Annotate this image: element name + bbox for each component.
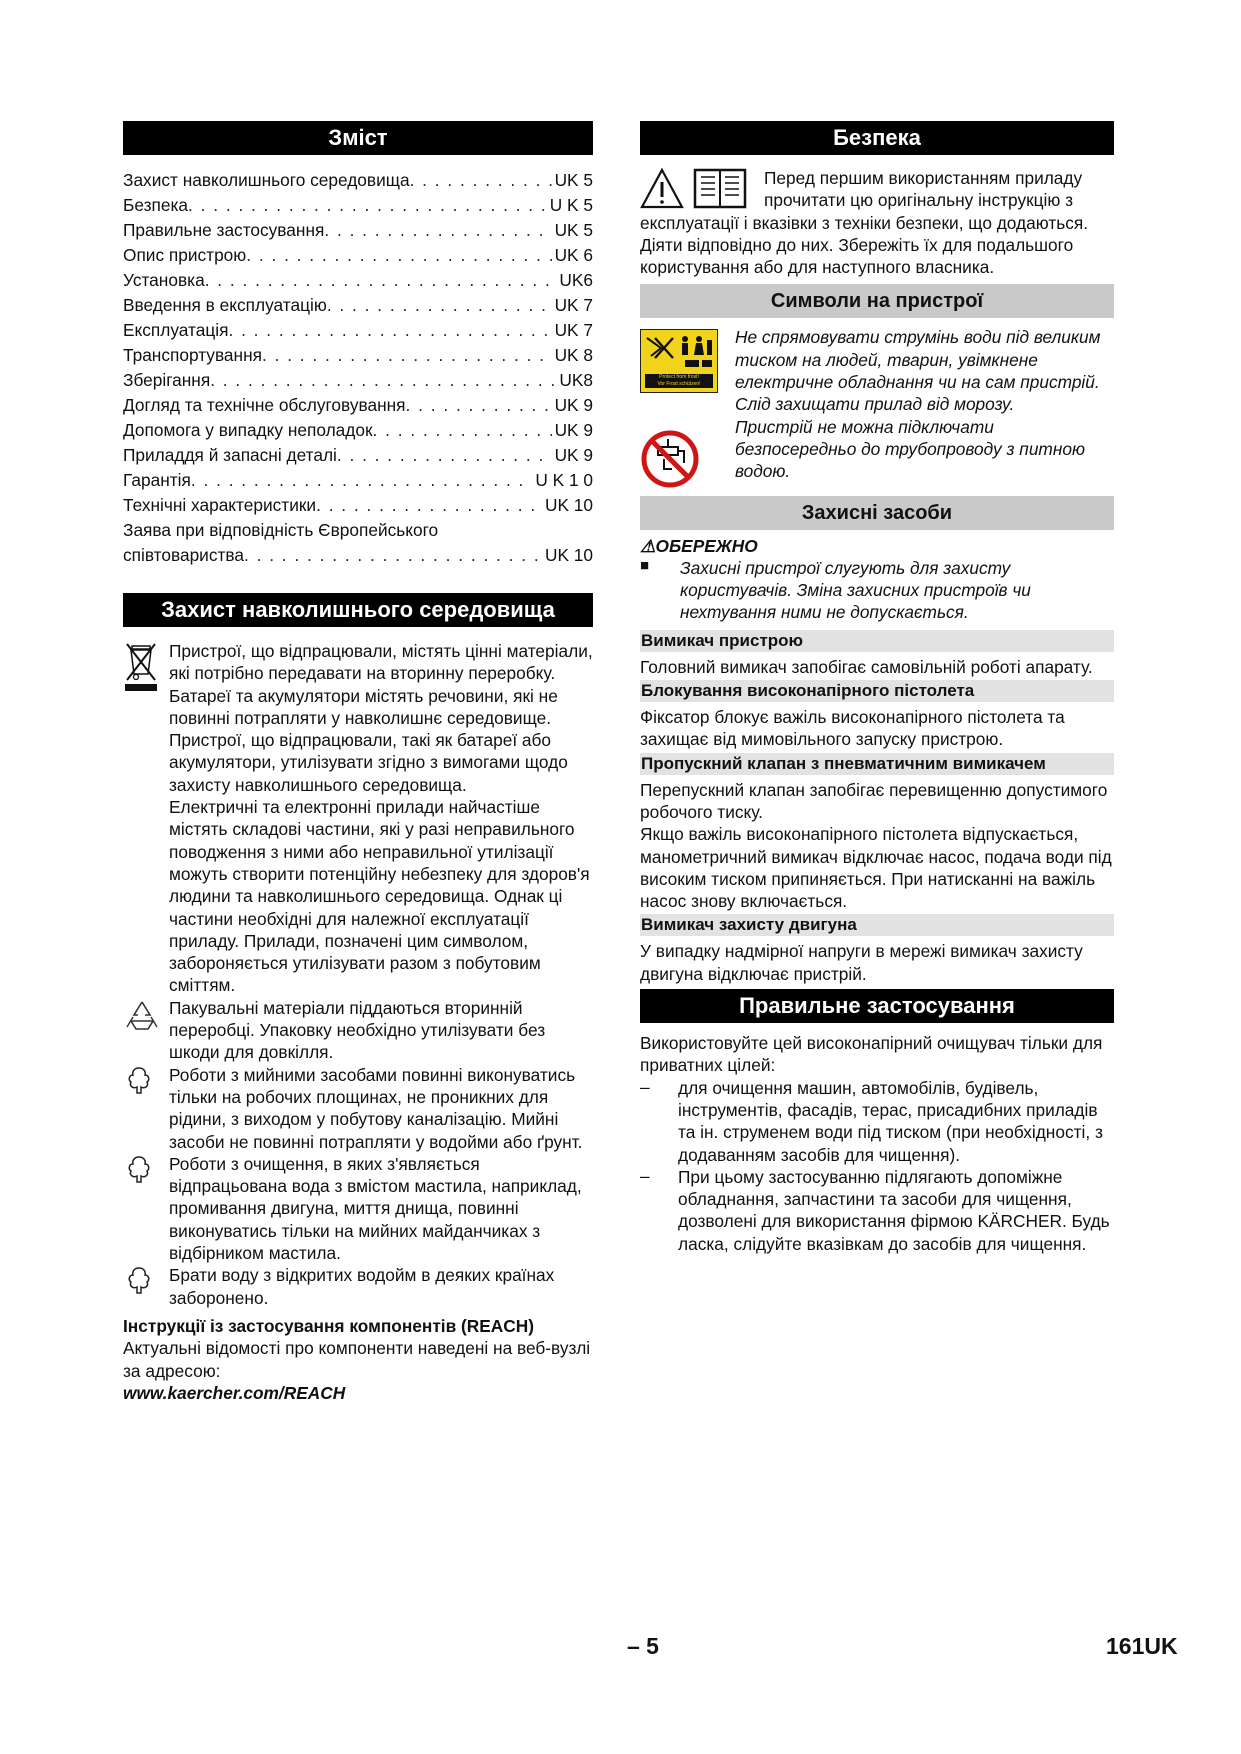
page-number-total: 161UK <box>1106 1633 1178 1659</box>
toc-leader <box>188 193 547 218</box>
left-column <box>123 121 593 1404</box>
toc-entry-page: UK 5 <box>554 220 593 240</box>
toc-entry[interactable] <box>123 468 593 493</box>
toc-entry[interactable] <box>123 243 593 268</box>
table-of-contents <box>123 168 593 568</box>
toc-entry-page: UK 7 <box>554 320 593 340</box>
env-heading: Захист навколишнього середовища <box>123 593 593 627</box>
toc-entry-title: Безпека <box>123 195 189 215</box>
sticker-text-2: Vor Frost schützen! <box>657 381 701 388</box>
motor-protect-text: У випадку надмірної напруги в мережі вимикач захисту двигуна відключає пристрій. <box>640 941 1083 984</box>
toc-entry-title: Захист навколишнього середовища <box>123 170 410 190</box>
toc-entry-title: Технічні характеристики <box>123 495 317 515</box>
usage-item <box>640 1166 1114 1255</box>
sticker-text-1: Protect from frost! <box>659 374 699 381</box>
toc-entry-title: Допомога у випадку неполадок <box>123 420 373 440</box>
safety-intro-text: Перед першим використанням приладу прочитати цю оригінальну інструкцію з експлуатації і вказівки з техніки безпеки, що додаються. Діяти відповідно до них. Збережіть їх для подальшого користування або для наступного власника. <box>640 168 1089 278</box>
toc-leader <box>244 543 542 568</box>
toc-leader <box>327 293 552 318</box>
no-spray-sticker-icon <box>640 329 718 393</box>
motor-protect-heading: Вимикач захисту двигуна <box>640 914 1114 936</box>
toc-entry-page: UK 9 <box>554 420 593 440</box>
valve-heading: Пропускний клапан з пневматичним вимикачем <box>640 753 1114 775</box>
safety-heading: Безпека <box>640 121 1114 155</box>
warning-label: ⚠ОБЕРЕЖНО <box>640 535 758 556</box>
env-oil-block <box>123 1153 593 1264</box>
toc-entry[interactable] <box>123 343 593 368</box>
toc-leader <box>324 218 551 243</box>
warning-small-icon: ⚠ <box>640 535 656 556</box>
toc-entry-page: UK 10 <box>544 545 593 565</box>
toc-entry[interactable] <box>123 493 593 518</box>
toc-entry-title: Транспортування <box>123 345 262 365</box>
toc-entry-title: Введення в експлуатацію <box>123 295 327 315</box>
toc-leader <box>246 243 551 268</box>
warning-item <box>640 557 1114 624</box>
env-text-6: Брати воду з відкритих водойм в деяких країнах заборонено. <box>169 1265 555 1308</box>
gun-lock-text: Фіксатор блокує важіль високонапірного пістолета та захищає від мимовільного запуску пристрою. <box>640 707 1065 750</box>
symbol-text-2: Слід захищати прилад від морозу. <box>735 394 1015 415</box>
toc-heading: Зміст <box>123 121 593 155</box>
toc-leader <box>210 368 556 393</box>
safety-intro-block <box>640 167 1114 278</box>
symbol-text-3: Пристрій не можна підключати безпосередньо до трубопроводу з питною водою. <box>735 416 1085 482</box>
toc-entry-title: Гарантія <box>123 470 191 490</box>
toc-leader <box>410 168 552 193</box>
toc-entry[interactable] <box>123 518 593 568</box>
toc-entry[interactable] <box>123 368 593 393</box>
toc-entry-title: Опис пристрою <box>123 245 247 265</box>
environment-tree-icon <box>123 1153 169 1185</box>
toc-leader <box>316 493 542 518</box>
symbols-heading: Символи на пристрої <box>640 284 1114 318</box>
toc-entry-page: UK8 <box>559 370 593 390</box>
env-packaging-block <box>123 997 593 1064</box>
protect-heading: Захисні засоби <box>640 496 1114 530</box>
env-text-5: Роботи з очищення, в яких з'являється відпрацьована вода з вмістом мастила, наприклад, промивання двигуна, миття днища, повинні виконуватись тільки на мийних майданчиках з відбірником мастила. <box>169 1153 582 1264</box>
toc-entry[interactable] <box>123 418 593 443</box>
toc-entry[interactable] <box>123 168 593 193</box>
toc-entry-page: UK6 <box>559 270 593 290</box>
usage-item <box>640 1077 1114 1166</box>
weee-bin-icon <box>123 640 169 692</box>
toc-entry-page: UK 9 <box>554 395 593 415</box>
toc-leader <box>205 268 557 293</box>
toc-entry-page: UK 9 <box>554 445 593 465</box>
gun-lock-heading: Блокування високонапірного пістолета <box>640 680 1114 702</box>
symbols-block <box>640 326 1114 482</box>
toc-entry-page: UK 8 <box>554 345 593 365</box>
toc-leader <box>262 343 552 368</box>
toc-entry-title: Заява при відповідність Європейського <box>123 520 439 540</box>
symbol-text-1: Не спрямовувати струмінь води під великим тиском на людей, тварин, увімкнене електричне обладнання чи на сам пристрій. <box>735 327 1101 393</box>
toc-list <box>123 168 593 518</box>
env-water-block <box>123 1264 593 1309</box>
env-text-2: Електричні та електронні прилади найчастіше містять складові частини, які у разі неправильного поводження з ними або неправильної утилізації можуть створити потенційну небезпеку для здоров'я людини та навколишнього середовища. Однак ці частини необхідні для належної експлуатації приладу. Прилади, позначені цим символом, забороняється утилізувати разом з побутовим сміттям. <box>169 797 590 996</box>
toc-entry[interactable] <box>123 393 593 418</box>
dash-mark: – <box>640 1076 650 1097</box>
usage-heading: Правильне застосування <box>640 989 1114 1023</box>
toc-entry-page: UK 7 <box>554 295 593 315</box>
toc-entry-page: U K 1 0 <box>535 470 593 490</box>
read-manual-icons <box>640 167 758 211</box>
toc-leader <box>228 318 551 343</box>
env-detergent-block <box>123 1064 593 1153</box>
toc-entry-page: UK 6 <box>554 245 593 265</box>
env-text-1: Пристрої, що відпрацювали, містять цінні матеріали, які потрібно передавати на вторинну переробку. Батареї та акумулятори містять речовини, які не повинні потрапляти у навколишнє середовище. Пристрої, що відпрацювали, такі як батареї або акумулятори, утилізувати згідно з вимогами щодо захисту навколишнього середовища. <box>169 641 593 795</box>
toc-entry-title: Правильне застосування <box>123 220 325 240</box>
toc-entry-page: UK 10 <box>544 495 593 515</box>
toc-entry-page: UK 5 <box>554 170 593 190</box>
toc-entry-title: Приладдя й запасні деталі <box>123 445 337 465</box>
environment-tree-icon <box>123 1264 169 1296</box>
toc-entry-title: Зберігання <box>123 370 211 390</box>
toc-entry[interactable] <box>123 193 593 218</box>
valve-text-1: Перепускний клапан запобігає перевищенню допустимого робочого тиску. <box>640 779 1108 822</box>
reach-text: Актуальні відомості про компоненти наведені на веб-вузлі за адресою: <box>123 1338 591 1381</box>
toc-leader <box>406 393 552 418</box>
toc-entry[interactable] <box>123 318 593 343</box>
no-drinking-water-connection-icon <box>640 429 720 489</box>
env-text-3: Пакувальні матеріали піддаються вторинній переробці. Упаковку необхідно утилізувати без шкоди для довкілля. <box>169 997 546 1063</box>
bullet-square: ■ <box>640 556 650 574</box>
recycle-icon <box>123 997 169 1035</box>
right-column <box>640 121 1114 1255</box>
switch-text: Головний вимикач запобігає самовільній роботі апарату. <box>640 656 1093 677</box>
toc-entry-title: співтовариства <box>123 545 244 565</box>
toc-entry[interactable] <box>123 268 593 293</box>
env-text-4: Роботи з мийними засобами повинні виконуватись тільки на робочих площинах, не проникних для рідини, з виходом у побутову каналізацію. Мийні засоби не повинні потрапляти у водойми або ґрунт. <box>169 1064 583 1152</box>
toc-entry-page: U K 5 <box>549 195 593 215</box>
usage-item-text-2: При цьому застосуванню підлягають допоміжне обладнання, запчастини та засоби для чищення, дозволені для використання фірмою KÄRCHER. Будь ласка, слідуйте вказівкам до засобів для чищення. <box>678 1166 1110 1254</box>
switch-heading: Вимикач пристрою <box>640 630 1114 652</box>
reach-title: Інструкції із застосування компонентів (REACH) <box>123 1315 534 1336</box>
environment-tree-icon <box>123 1064 169 1096</box>
toc-entry-title: Установка <box>123 270 205 290</box>
dash-mark: – <box>640 1165 650 1186</box>
toc-entry[interactable] <box>123 293 593 318</box>
toc-leader <box>373 418 552 443</box>
valve-text-2: Якщо важіль високонапірного пістолета відпускається, манометричний вимикач відключає насос, подача води під високим тиском припиняється. При натисканні на важіль насос знову включається. <box>640 824 1112 912</box>
toc-entry[interactable] <box>123 443 593 468</box>
env-weee-block <box>123 640 593 997</box>
reach-url-link[interactable]: www.kaercher.com/REACH <box>123 1382 346 1403</box>
toc-entry-title: Експлуатація <box>123 320 229 340</box>
toc-entry-title: Догляд та технічне обслуговування <box>123 395 406 415</box>
usage-item-text-1: для очищення машин, автомобілів, будівель, інструментів, фасадів, терас, присадибних приладів та ін. струменем води під тиском (при необхідності, з додаванням засобів для чищення). <box>678 1077 1103 1165</box>
toc-leader <box>337 443 552 468</box>
toc-entry[interactable] <box>123 218 593 243</box>
warning-text: Захисні пристрої слугують для захисту користувачів. Зміна захисних пристроїв чи нехтування ними не допускається. <box>680 557 1031 623</box>
usage-intro: Використовуйте цей високонапірний очищувач тільки для приватних цілей: <box>640 1033 1103 1076</box>
toc-leader <box>191 468 532 493</box>
page-number-local: – 5 <box>627 1633 659 1659</box>
